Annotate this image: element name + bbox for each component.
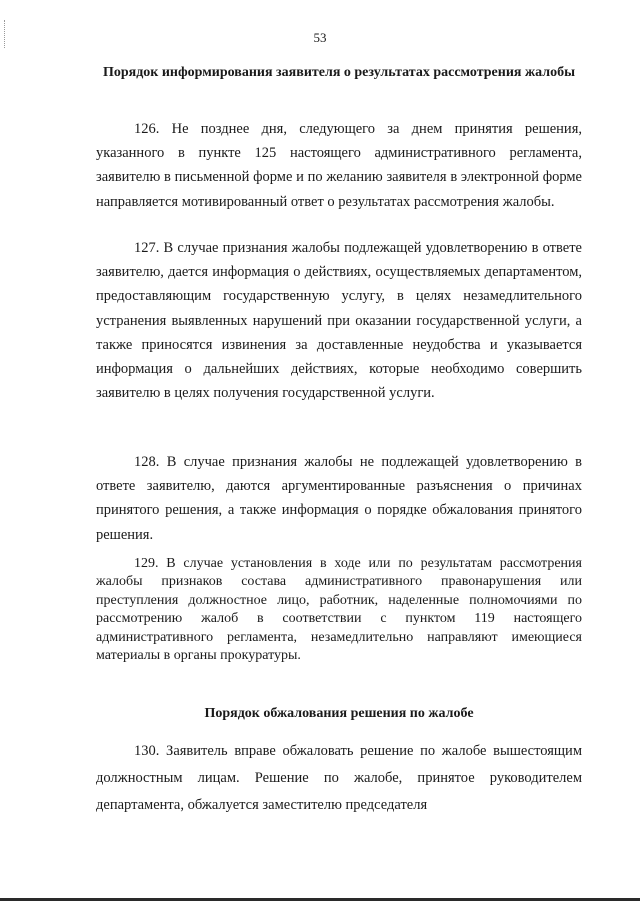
paragraph-129: 129. В случае установления в ходе или по результатам рассмотрения жалобы признаков состава административного правонарушения или преступления должностное лицо, работник, наделенные полномочиями по рассмотрению жалоб в соответствии с пунктом 119 настоящего административного регламента, незамедлительно направляют имеющиеся материалы в органы прокуратуры. [96,556,582,664]
paragraph-126: 126. Не позднее дня, следующего за днем принятия решения, указанного в пункте 125 настоящего административного регламента, заявителю в письменной форме и по желанию заявителя в электронной форме направляется мотивированный ответ о результатах рассмотрения жалобы. [96,121,582,210]
page-number: 53 [313,30,327,45]
section-heading-informing: Порядок информирования заявителя о результатах рассмотрения жалобы [102,65,576,80]
section-heading-appeal: Порядок обжалования решения по жалобе [204,706,474,721]
scan-bottom-border [0,898,640,901]
paragraph-127: 127. В случае признания жалобы подлежащей удовлетворению в ответе заявителю, дается информация о действиях, осуществляемых департаментом, предоставляющим государственную услугу, в целях незамедлительного устранения выявленных нарушений при оказании государственной услуги, а также приносятся извинения за доставленные неудобства и указывается информация о дальнейших действиях, которые необходимо совершить заявителю в целях получения государственной услуги. [96,240,582,402]
paragraph-128: 128. В случае признания жалобы не подлежащей удовлетворению в ответе заявителю, даются аргументированные разъяснения о причинах принятого решения, а также информация о порядке обжалования принятого решения. [96,454,582,543]
paragraph-130: 130. Заявитель вправе обжаловать решение по жалобе вышестоящим должностным лицам. Решение по жалобе, принятое руководителем департамента, обжалуется заместителю председателя [96,743,582,813]
